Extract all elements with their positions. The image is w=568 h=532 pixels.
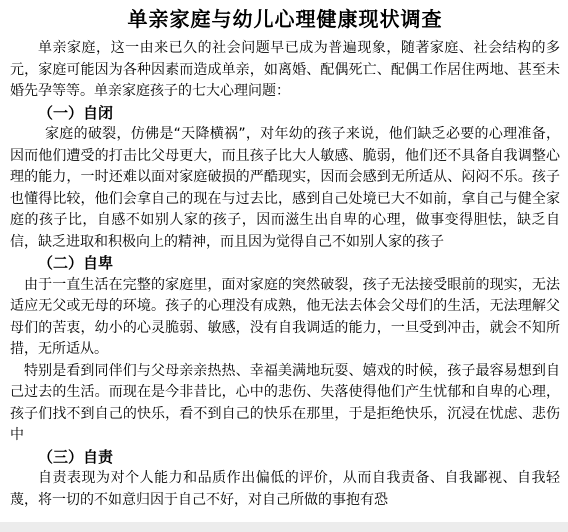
section-heading: （二）自卑: [38, 254, 114, 272]
section-paragraph: 家庭的破裂，仿佛是“天降横祸”，对年幼的孩子来说，他们缺乏必要的心理准备，因而他们遭受的打击比父母更大，而且孩子比大人敏感、脆弱，他们还不具备自我调整心理的能力，一时还难以面对家庭破损的严酷现实，因而会感到无所适从、闷闷不乐。孩子也懂得比较，他们会拿自己的现在与过去比，感到自己处境已大不如前，拿自己与健全家庭的孩子比，自感不如别人家的孩子，因而滋生出自卑的心理，做事变得胆怯，缺乏自信，缺乏进取和积极向上的精神，而且因为觉得自己不如别人家的孩子: [10, 126, 560, 250]
section-paragraph: 自责表现为对个人能力和品质作出偏低的评价，从而自我责备、自我鄙视、自我轻蔑，将一切的不如意归因于自己不好，对自己所做的事抱有恐: [10, 470, 560, 508]
section-paragraph: 特别是看到同伴们与父母亲亲热热、幸福美满地玩耍、嬉戏的时候，孩子最容易想到自己过去的生活。而现在是今非昔比，心中的悲伤、失落使得他们产生忧郁和自卑的心理，孩子们找不到自己的快乐，看不到自己的快乐在那里，于是拒绝快乐，沉浸在忧虑、悲伤中: [10, 362, 560, 443]
intro-paragraph: 单亲家庭，这一由来已久的社会问题早已成为普遍现象，随著家庭、社会结构的多元，家庭可能因为各种因素而造成单亲，如离婚、配偶死亡、配偶工作居住两地、甚至未婚先孕等等。单亲家庭孩子的七大心理问题：: [10, 40, 560, 99]
section-inferiority: [10, 253, 560, 447]
bottom-band: [0, 522, 568, 532]
section-paragraph: 由于一直生活在完整的家庭里，面对家庭的突然破裂，孩子无法接受眼前的现实，无法适应无父或无母的环境。孩子的心理没有成熟，他无法去体会父母们的生活，无法理解父母们的苦衷，幼小的心灵脆弱、敏感，没有自我调适的能力，一旦受到冲击，就会不知所措，无所适从。: [10, 276, 560, 357]
section-self-blame: [10, 447, 560, 512]
section-autism: [10, 103, 560, 254]
section-heading: （三）自责: [38, 447, 114, 466]
section-heading: （一）自闭: [38, 103, 114, 122]
document-title: 单亲家庭与幼儿心理健康现状调查: [127, 7, 443, 31]
